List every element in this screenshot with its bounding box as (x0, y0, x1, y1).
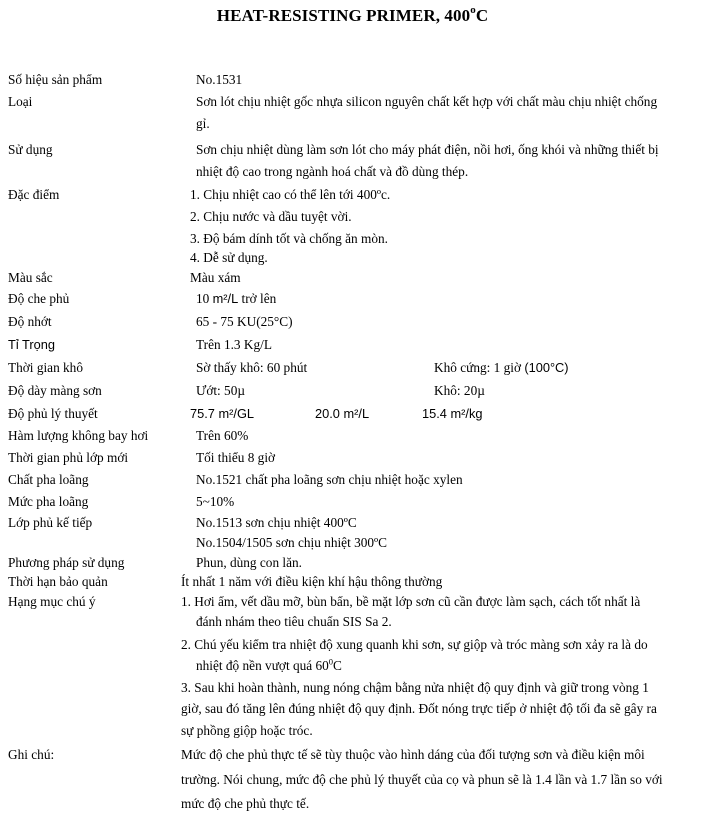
note-line1: Mức độ che phủ thực tế sẽ tùy thuộc vào hình dáng của đối tượng sơn và điều kiện môi (181, 747, 645, 762)
recoat-time-value: Tối thiểu 8 giờ (196, 450, 276, 465)
theoretical-coverage-kg: 15.4 m²/kg (422, 406, 483, 421)
features-label: Đặc điểm (8, 187, 60, 202)
theoretical-coverage-label: Độ phủ lý thuyết (8, 406, 98, 421)
feature-item: 1. Chịu nhiệt cao có thể lên tới 400ºc. (190, 187, 391, 202)
next-coat-value-line2: No.1504/1505 sơn chịu nhiệt 300ºC (196, 535, 388, 550)
page-title: HEAT-RESISTING PRIMER, 400$^o$C (216, 4, 489, 25)
recoat-time-label: Thời gian phủ lớp mới (8, 450, 129, 465)
usage-label: Sử dụng (8, 142, 53, 157)
density-label: Tỉ Trọng (8, 337, 55, 352)
usage-value-line1: Sơn chịu nhiệt dùng làm sơn lót cho máy phát điện, nồi hơi, ống khói và những thiết bị (196, 142, 659, 157)
application-method-label: Phương pháp sử dụng (8, 555, 125, 570)
non-volatile-value: Trên 60% (196, 428, 249, 443)
viscosity-label: Độ nhớt (8, 314, 52, 329)
type-value-line2: gỉ. (196, 116, 210, 131)
thinning-ratio-value: 5~10% (196, 494, 235, 509)
usage-value-line2: nhiệt độ cao trong ngành hoá chất và đồ dùng thép. (196, 164, 469, 179)
color-label: Màu sắc (8, 270, 53, 285)
note-label: Ghi chú: (8, 747, 55, 762)
thinner-label: Chất pha loãng (8, 472, 89, 487)
thinner-value: No.1521 chất pha loãng sơn chịu nhiệt hoặc xylen (196, 472, 463, 487)
viscosity-value: 65 - 75 KU(25°C) (196, 314, 293, 329)
precaution-1-line2: đánh nhám theo tiêu chuẩn SIS Sa 2. (196, 614, 392, 629)
application-method-value: Phun, dùng con lăn. (196, 555, 302, 570)
drying-hard-value: Khô cứng: 1 giờ (100°C) (434, 360, 569, 375)
precaution-2-line2: nhiệt độ nền vượt quá $60^0C$ (196, 656, 342, 673)
theoretical-coverage-l: 20.0 m²/L (315, 406, 370, 421)
density-value: Trên 1.3 Kg/L (196, 337, 272, 352)
precaution-3-line3: sự phồng giộp hoặc tróc. (181, 723, 313, 738)
feature-item: 2. Chịu nước và dầu tuyệt vời. (190, 209, 352, 224)
drying-touch-value: Sờ thấy khô: 60 phút (196, 360, 308, 375)
note-line2: trường. Nói chung, mức độ che phủ lý thuyết của cọ và phun sẽ là 1.4 lần và 1.7 lần so với (181, 772, 663, 787)
film-dry-value: Khô: 20µ (434, 383, 485, 398)
feature-item: 3. Độ bám dính tốt và chống ăn mòn. (190, 231, 388, 246)
film-wet-value: Ướt: 50µ (196, 383, 246, 398)
feature-item: 4. Dễ sử dụng. (190, 250, 268, 265)
precaution-2-line1: 2. Chú yếu kiểm tra nhiệt độ xung quanh khi sơn, sự giộp và tróc màng sơn xảy ra là do (181, 637, 648, 652)
color-value: Màu xám (190, 270, 241, 285)
precaution-1-line1: 1. Hơi ẩm, vết dầu mỡ, bùn bẩn, bề mặt lớp sơn cũ cần được làm sạch, cách tốt nhất là (181, 594, 641, 609)
precautions-label: Hạng mục chú ý (8, 594, 96, 609)
film-thickness-label: Độ dày màng sơn (8, 383, 102, 398)
product-code-label: Số hiệu sản phẩm (8, 72, 103, 87)
product-code-value: No.1531 (196, 72, 243, 87)
theoretical-coverage-gl: 75.7 m²/GL (190, 406, 255, 421)
thinning-ratio-label: Mức pha loãng (8, 494, 89, 509)
type-label: Loại (8, 94, 33, 109)
next-coat-value-line1: No.1513 sơn chịu nhiệt 400ºC (196, 515, 357, 530)
drying-time-label: Thời gian khô (8, 360, 83, 375)
shelf-life-label: Thời hạn bảo quản (8, 574, 108, 589)
note-line3: mức độ che phủ thực tế. (181, 796, 310, 811)
precaution-3-line1: 3. Sau khi hoàn thành, nung nóng chậm bằng nửa nhiệt độ quy định và giữ trong vòng 1 (181, 680, 649, 695)
non-volatile-label: Hàm lượng không bay hơi (8, 428, 149, 443)
precaution-3-line2: giờ, sau đó tăng lên đúng nhiệt độ quy định. Đốt nóng trực tiếp ở nhiệt độ tối đa sẽ gây ra (181, 701, 657, 716)
shelf-life-value: Ít nhất 1 năm với điều kiện khí hậu thông thường (181, 574, 443, 589)
next-coat-label: Lớp phủ kế tiếp (8, 515, 93, 530)
coverage-value: 10 m²/L trở lên (196, 291, 277, 306)
type-value-line1: Sơn lót chịu nhiệt gốc nhựa silicon nguyên chất kết hợp với chất màu chịu nhiệt chống (196, 94, 658, 109)
coverage-label: Độ che phủ (8, 291, 70, 306)
